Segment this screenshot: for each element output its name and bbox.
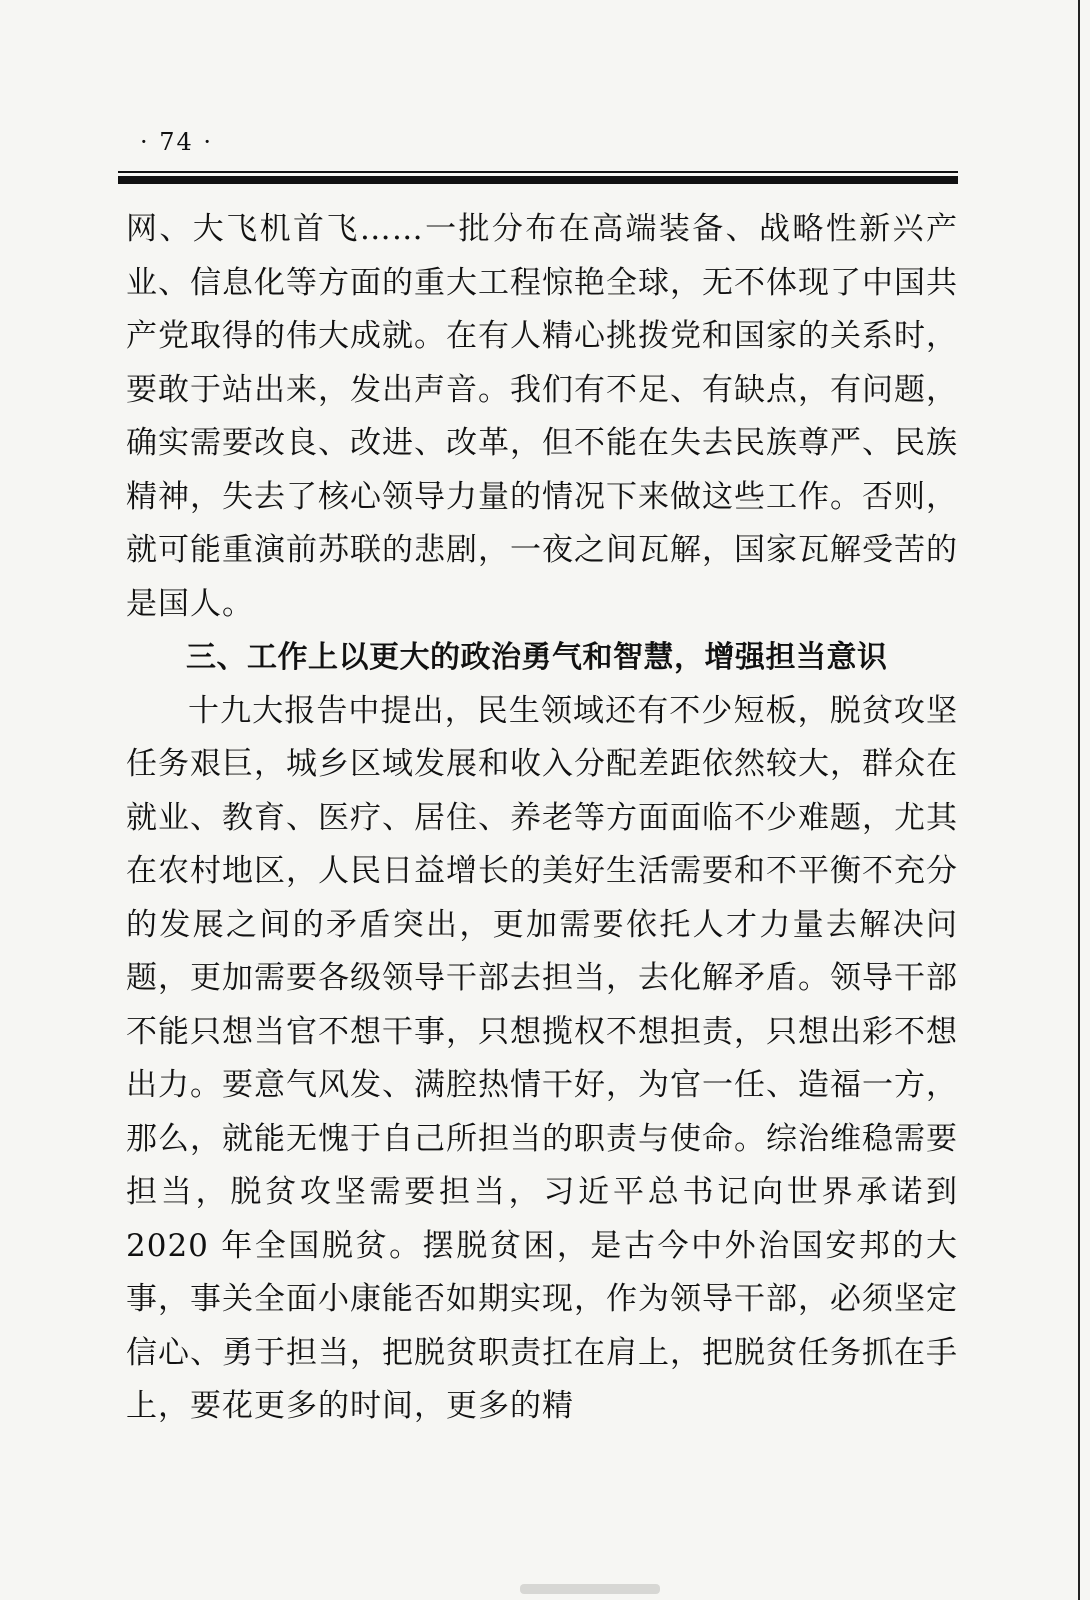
header-rule-thick [118,176,958,184]
paragraph: 十九大报告中提出，民生领域还有不少短板，脱贫攻坚任务艰巨，城乡区域发展和收入分配差距依然较大，群众在就业、教育、医疗、居住、养老等方面面临不少难题，尤其在农村地区，人民日益增长的美好生活需要和不平衡不充分的发展之间的矛盾突出，更加需要依托人才力量去解决问题，更加需要各级领导干部去担当，去化解矛盾。领导干部不能只想当官不想干事，只想揽权不想担责，只想出彩不想出力。要意气风发、满腔热情干好，为官一任、造福一方，那么，就能无愧于自己所担当的职责与使命。综治维稳需要担当，脱贫攻坚需要担当，习近平总书记向世界承诺到 2020 年全国脱贫。摆脱贫困，是古今中外治国安邦的大事，事关全面小康能否如期实现，作为领导干部，必须坚定信心、勇于担当，把脱贫职责扛在肩上，把脱贫任务抓在手上，要花更多的时间，更多的精 [126,692,958,1424]
page-edge-line [1078,0,1080,1600]
header-rule-thin [118,171,958,173]
section-heading: 三、工作上以更大的政治勇气和智慧，增强担当意识 [186,640,888,675]
scan-smudge [520,1584,660,1594]
page-number: · 74 · [140,128,214,156]
page-body [126,203,958,1434]
paragraph-continued: 网、大飞机首飞……一批分布在高端装备、战略性新兴产业、信息化等方面的重大工程惊艳全球，无不体现了中国共产党取得的伟大成就。在有人精心挑拨党和国家的关系时，要敢于站出来，发出声音。我们有不足、有缺点，有问题，确实需要改良、改进、改革，但不能在失去民族尊严、民族精神，失去了核心领导力量的情况下来做这些工作。否则，就可能重演前苏联的悲剧，一夜之间瓦解，国家瓦解受苦的是国人。 [126,211,958,622]
